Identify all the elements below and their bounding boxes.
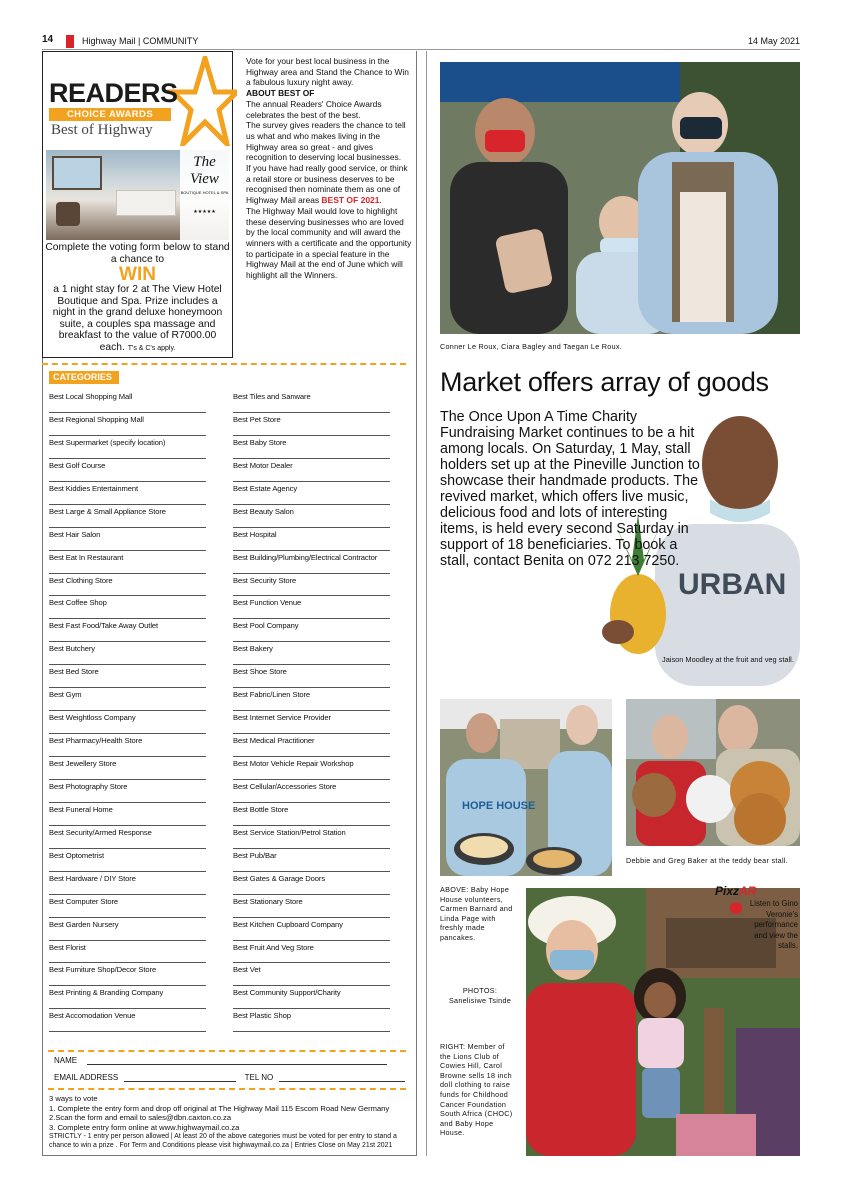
category-entry[interactable]: Best Supermarket (specify location) — [49, 436, 206, 459]
category-entry[interactable]: Best Butchery — [49, 642, 206, 665]
category-entry[interactable]: Best Printing & Branding Company — [49, 986, 206, 1009]
strict-terms: STRICTLY - 1 entry per person allowed | At least 20 of the above categories must be voted for per entry to stand a chance to win a prize . For Term and Conditions please visit highwaymail.co.za | Entries Close on May 21st 2021 — [49, 1133, 397, 1150]
the-view-logo: The View BOUTIQUE HOTEL & SPA ★★★★★ — [180, 150, 229, 240]
category-entry[interactable]: Best Fruit And Veg Store — [233, 941, 390, 964]
category-entry[interactable]: Best Hair Salon — [49, 528, 206, 551]
category-entry[interactable]: Best Clothing Store — [49, 574, 206, 597]
category-entry[interactable]: Best Pet Store — [233, 413, 390, 436]
ways-title: 3 ways to vote — [49, 1094, 98, 1103]
tel-label: TEL NO — [244, 1073, 274, 1082]
category-entry[interactable]: Best Large & Small Appliance Store — [49, 505, 206, 528]
category-entry[interactable]: Best Security Store — [233, 574, 390, 597]
intro-text — [246, 56, 414, 281]
category-entry[interactable]: Best Motor Dealer — [233, 459, 390, 482]
category-entry[interactable]: Best Bottle Store — [233, 803, 390, 826]
category-entry[interactable]: Best Hospital — [233, 528, 390, 551]
categories-tag: CATEGORIES — [49, 371, 119, 384]
category-entry[interactable]: Best Pub/Bar — [233, 849, 390, 872]
category-entry[interactable]: Best Photography Store — [49, 780, 206, 803]
category-entry[interactable]: Best Tiles and Sanware — [233, 390, 390, 413]
category-entry[interactable]: Best Computer Store — [49, 895, 206, 918]
way-3: 3. Complete entry form online at www.highwaymail.co.za — [49, 1122, 240, 1132]
category-entry[interactable]: Best Medical Practitioner — [233, 734, 390, 757]
categories-right-column — [233, 390, 390, 1032]
photographer-name: Sanelisiwe Tsinde — [448, 995, 512, 1005]
caption-right: RIGHT: Member of the Lions Club of Cowies Hill, Carol Browne sells 18 inch doll clothing to raise funds for Childhood Cancer Foundation South Africa (CHOC) and Baby Hope House. — [440, 1042, 513, 1138]
article-body: The Once Upon A Time Charity Fundraising Market continues to be a hit among locals. On Saturday, 1 May, stall holders set up at the Pineville Junction to showcase their handmade products. The revived market, which offers live music, delicious food and lots of interesting items, is held every second Saturday in support of 18 beneficiaries. To book a stall, contact Benita on 072 213 7250. — [440, 409, 700, 569]
column-divider — [426, 51, 427, 1156]
category-entry[interactable]: Best Bakery — [233, 642, 390, 665]
way-2: 2.Scan the form and email to sales@dbn.caxton.co.za — [49, 1113, 232, 1123]
category-entry[interactable]: Best Accomodation Venue — [49, 1009, 206, 1032]
category-entry[interactable]: Best Cellular/Accessories Store — [233, 780, 390, 803]
category-entry[interactable]: Best Funeral Home — [49, 803, 206, 826]
category-entry[interactable]: Best Jewellery Store — [49, 757, 206, 780]
category-entry[interactable]: Best Furniture Shop/Decor Store — [49, 963, 206, 986]
best-of-2021-logo: BEST OF 2021 — [321, 195, 380, 206]
dashed-divider — [42, 363, 406, 365]
publication-section: Highway Mail | COMMUNITY — [82, 36, 199, 46]
category-entry[interactable]: Best Shoe Store — [233, 665, 390, 688]
intro-p4: If you have had really good service, or think a retail store or business deserves to be recognised then nominate them as one of Highway Mail areas BEST OF 2021. — [246, 163, 408, 206]
way-1: 1. Complete the entry form and drop off original at The Highway Mail 115 Escom Road New Germany — [49, 1103, 390, 1113]
prize-intro: Complete the voting form below to stand a chance to — [45, 242, 230, 265]
category-entry[interactable]: Best Vet — [233, 963, 390, 986]
prize-description — [45, 242, 230, 354]
about-heading: ABOUT BEST OF — [246, 88, 315, 99]
caption-teddy: Debbie and Greg Baker at the teddy bear stall. — [626, 856, 789, 865]
category-entry[interactable]: Best Internet Service Provider — [233, 711, 390, 734]
category-entry[interactable]: Best Local Shopping Mall — [49, 390, 206, 413]
category-entry[interactable]: Best Building/Plumbing/Electrical Contractor — [233, 551, 390, 574]
category-entry[interactable]: Best Kiddies Entertainment — [49, 482, 206, 505]
section-marker — [66, 35, 74, 48]
teddy-bear-stall-photo — [626, 699, 800, 846]
win-word: WIN — [119, 264, 156, 285]
ways-to-vote — [49, 1094, 407, 1151]
category-entry[interactable]: Best Fabric/Linen Store — [233, 688, 390, 711]
category-entry[interactable]: Best Kitchen Cupboard Company — [233, 918, 390, 941]
terms-note: T's & C's apply. — [127, 344, 176, 352]
caption-above: ABOVE: Baby Hope House volunteers, Carmen Barnard and Linda Page with freshly made pancakes. — [440, 885, 513, 942]
apron-text: HOPE HOUSE — [462, 800, 536, 812]
intro-p5: The Highway Mail would love to highlight these deserving businesses who are loved by the local community and will award the winners with a certificate and the opportunity to participate in a special feature in the Highway Mail at the end of June which will highlight all the Winners. — [246, 205, 412, 281]
intro-p3: The survey gives readers the chance to tell us what and who makes living in the Highway area so great - and gives recognition to deserving local businesses. — [246, 120, 406, 163]
category-entry[interactable]: Best Fast Food/Take Away Outlet — [49, 619, 206, 642]
category-entry[interactable]: Best Regional Shopping Mall — [49, 413, 206, 436]
category-entry[interactable]: Best Stationary Store — [233, 895, 390, 918]
category-entry[interactable]: Best Coffee Shop — [49, 596, 206, 619]
name-label: NAME — [54, 1056, 78, 1065]
pixzar-logo: PixzAR — [715, 884, 757, 898]
header-rule — [42, 49, 800, 50]
caption-trio: Conner Le Roux, Ciara Bagley and Taegan Le Roux. — [440, 342, 623, 351]
category-entry[interactable]: Best Community Support/Charity — [233, 986, 390, 1009]
category-entry[interactable]: Best Beauty Salon — [233, 505, 390, 528]
category-entry[interactable]: Best Gates & Garage Doors — [233, 872, 390, 895]
category-entry[interactable]: Best Pharmacy/Health Store — [49, 734, 206, 757]
article-headline: Market offers array of goods — [440, 367, 769, 397]
readers-choice-promo — [42, 51, 233, 358]
hoodie-text: URBAN — [678, 568, 787, 601]
name-row — [54, 1056, 387, 1065]
intro-p1: Vote for your best local business in the Highway area and Stand the Chance to Win a fabulous luxury night away. — [246, 56, 409, 88]
category-entry[interactable]: Best Optometrist — [49, 849, 206, 872]
category-entry[interactable]: Best Service Station/Petrol Station — [233, 826, 390, 849]
category-entry[interactable]: Best Florist — [49, 941, 206, 964]
contact-row — [54, 1073, 405, 1082]
category-entry[interactable]: Best Function Venue — [233, 596, 390, 619]
email-field[interactable] — [124, 1074, 236, 1082]
category-entry[interactable]: Best Weightloss Company — [49, 711, 206, 734]
photos-label: PHOTOS: — [462, 986, 498, 995]
prize-details: a 1 night stay for 2 at The View Hotel Boutique and Spa. Prize includes a night in the grand deluxe honeymoon suite, a couples spa massage and breakfast to the value of R7000.00 each. — [52, 284, 223, 353]
page-number: 14 — [42, 34, 54, 45]
photos-credit — [440, 986, 520, 1005]
email-label: EMAIL ADDRESS — [54, 1073, 119, 1082]
logo-best-of-highway: Best of Highway — [51, 122, 153, 138]
name-field[interactable] — [87, 1057, 387, 1065]
dashed-divider — [48, 1050, 406, 1052]
page-header — [42, 34, 800, 50]
pixzar-play-icon[interactable] — [730, 902, 742, 914]
category-entry[interactable]: Best Pool Company — [233, 619, 390, 642]
logo-readers-text: READERS — [49, 78, 178, 108]
pancake-volunteers-photo — [440, 699, 612, 876]
category-entry[interactable]: Best Estate Agency — [233, 482, 390, 505]
category-entry[interactable]: Best Gym — [49, 688, 206, 711]
category-entry[interactable]: Best Hardware / DIY Store — [49, 872, 206, 895]
intro-p2: The annual Readers' Choice Awards celebrates the best of the best. — [246, 98, 382, 120]
readers-choice-logo — [47, 56, 230, 148]
hotel-room-photo — [46, 150, 229, 240]
tel-field[interactable] — [279, 1074, 405, 1082]
category-entry[interactable]: Best Golf Course — [49, 459, 206, 482]
category-entry[interactable]: Best Eat In Restaurant — [49, 551, 206, 574]
category-entry[interactable]: Best Security/Armed Response — [49, 826, 206, 849]
market-trio-photo — [440, 62, 800, 334]
category-entry[interactable]: Best Baby Store — [233, 436, 390, 459]
category-entry[interactable]: Best Plastic Shop — [233, 1009, 390, 1032]
logo-awards-banner: CHOICE AWARDS — [49, 108, 171, 121]
caption-jaison: Jaison Moodley at the fruit and veg stall. — [662, 655, 794, 664]
categories-left-column — [49, 390, 206, 1032]
category-entry[interactable]: Best Garden Nursery — [49, 918, 206, 941]
category-entry[interactable]: Best Motor Vehicle Repair Workshop — [233, 757, 390, 780]
pixzar-text: Listen to Gino Veronie's performance and view the stalls. — [749, 899, 798, 951]
dashed-divider — [48, 1088, 406, 1090]
category-entry[interactable]: Best Bed Store — [49, 665, 206, 688]
issue-date: 14 May 2021 — [747, 36, 800, 46]
